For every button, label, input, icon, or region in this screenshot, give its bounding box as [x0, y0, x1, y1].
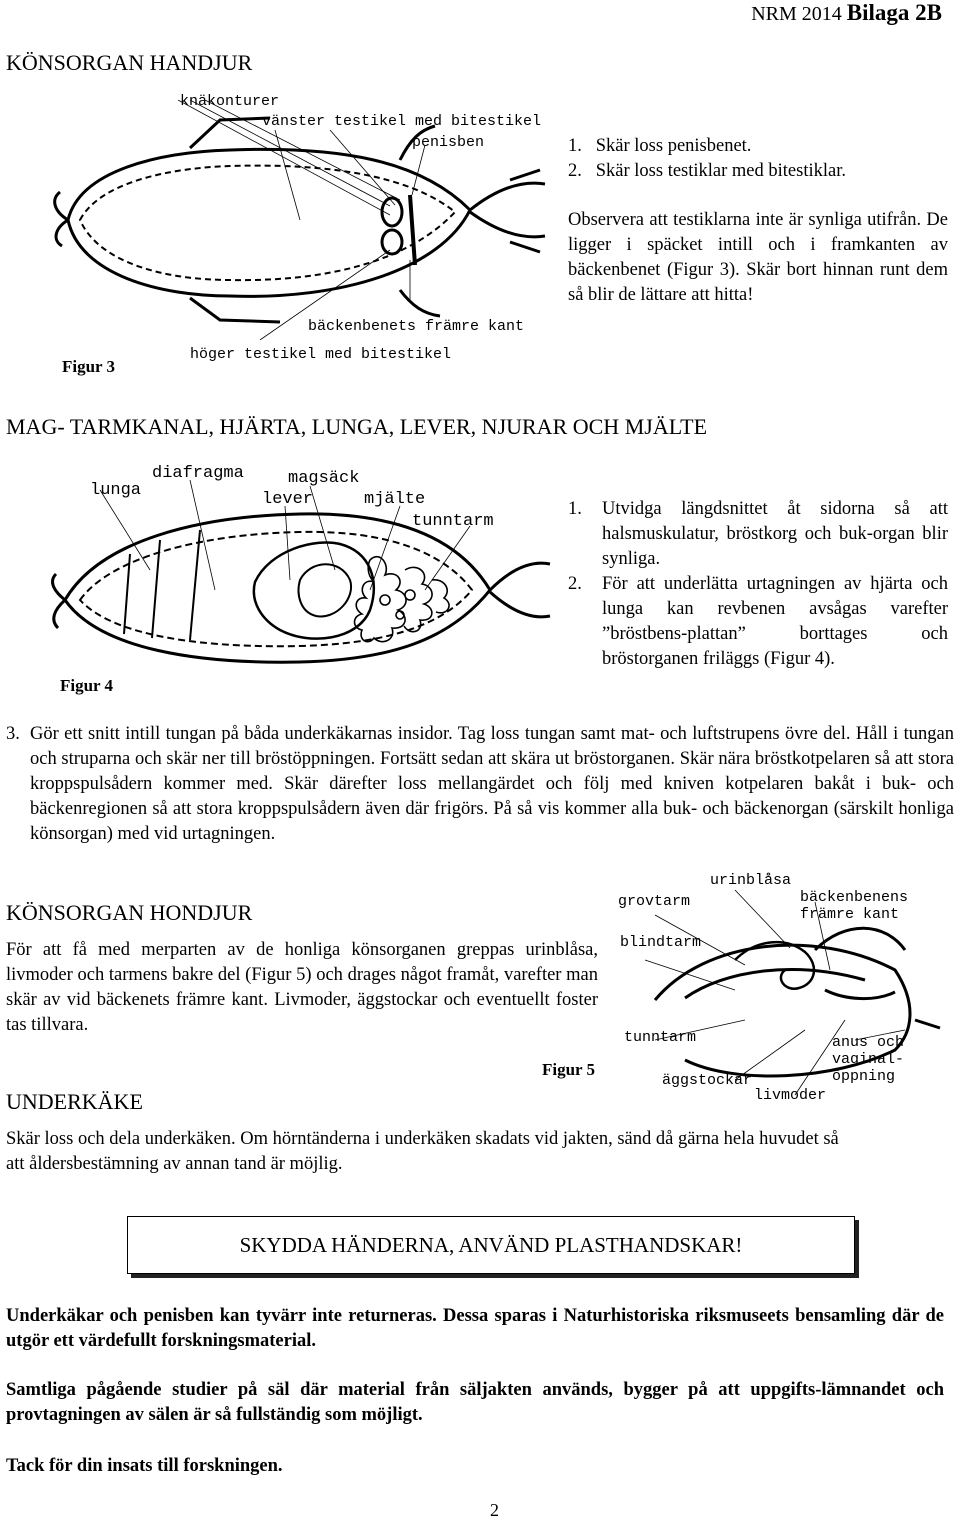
mag-step-2: 2. För att underlätta urtagningen av hjärta och lunga kan revbenen avsågas varefter ”bröstbens-plattan” borttages och bröstorganen friläggs (Figur 4).: [568, 574, 948, 669]
note-thanks: Tack för din insats till forskningen.: [6, 1456, 283, 1476]
label-vanster-testikel: vänster testikel med bitestikel: [262, 113, 542, 130]
header-left: NRM 2014: [751, 3, 847, 25]
page-number: 2: [490, 1500, 499, 1520]
label-mjalte: mjälte: [364, 490, 426, 509]
label-urinblasa: urinblåsa: [710, 872, 792, 889]
underkake-text: Skär loss och dela underkäken. Om hörntänderna i underkäken skadats vid jakten, sänd då gärna hela huvudet så att åldersbestämning av annan tand är möjlig.: [6, 1129, 839, 1174]
note-returns: Underkäkar och penisben kan tyvärr inte returneras. Dessa sparas i Naturhistoriska riksmuseets bensamling där de utgör ett värdefullt forskningsmaterial.: [6, 1306, 944, 1351]
label-blindtarm: blindtarm: [620, 934, 702, 951]
header-right: Bilaga 2B: [846, 0, 942, 25]
label-tunntarm-f5: tunntarm: [624, 1029, 697, 1046]
label-backenbenets-framre-kant: bäckenbenets främre kant: [308, 318, 525, 335]
figure-5-caption: Figur 5: [542, 1060, 596, 1079]
warning-text: SKYDDA HÄNDERNA, ANVÄND PLASTHANDSKAR!: [239, 1232, 743, 1257]
hondjur-text: För att få med merparten av de honliga könsorganen greppas urinblåsa, livmoder och tarmens bakre del (Figur 5) och drages något framåt, varefter man skär av vid bäckenets främre kant. Livmoder, äggstockar och eventuellt foster tas tillvara.: [6, 940, 598, 1035]
figure-3-drawing: [40, 100, 580, 340]
mag-step-3: [6, 722, 954, 847]
handjur-steps: [568, 134, 948, 184]
handjur-note: Observera att testiklarna inte är synliga utifrån. De ligger i späcket intill och i framkanten av bäckenbenet (Figur 3). Skär bort hinnan runt dem så blir de lättare att hitta!: [568, 210, 948, 305]
mag-step-3-num: 3.: [6, 724, 20, 744]
label-aggstockar: äggstockar: [662, 1072, 753, 1089]
page-header: [751, 0, 942, 26]
label-livmoder: livmoder: [754, 1087, 827, 1104]
label-magsack: magsäck: [288, 469, 360, 488]
label-framre-kant: främre kant: [800, 906, 900, 923]
label-grovtarm: grovtarm: [618, 893, 691, 910]
figure-4-caption: Figur 4: [60, 676, 114, 695]
figure-3-caption: Figur 3: [62, 357, 116, 376]
label-hoger-testikel: höger testikel med bitestikel: [190, 346, 452, 363]
label-backenbenens: bäckenbenens: [800, 889, 909, 906]
label-penisben: penisben: [412, 134, 485, 151]
section-title-hondjur: KÖNSORGAN HONDJUR: [6, 900, 253, 925]
label-oppning: öppning: [832, 1068, 896, 1085]
label-anus-och: anus och: [832, 1034, 905, 1051]
label-lever: lever: [262, 490, 314, 509]
label-knakonturer: knäkonturer: [180, 93, 280, 110]
mag-step-1: 1. Utvidga längdsnittet åt sidorna så att halsmuskulatur, bröstkorg och buk-organ blir synliga.: [568, 499, 948, 569]
step-1: 1. Skär loss penisbenet.: [568, 136, 752, 156]
section-title-handjur: KÖNSORGAN HANDJUR: [6, 50, 253, 75]
section-title-mag-tarmkanal: MAG- TARMKANAL, HJÄRTA, LUNGA, LEVER, NJURAR OCH MJÄLTE: [6, 414, 708, 439]
step-2: 2. Skär loss testiklar med bitestiklar.: [568, 161, 846, 181]
mag-step-3-text: Gör ett snitt intill tungan på båda underkäkarnas insidor. Tag loss tungan samt mat- och luftstrupens övre del. Håll i tungan och struparna och skär ner till bröstöppningen. Fortsätt sedan att skära ut bröstorganen. Skär nära bröstkotpelaren så att stora kroppspulsådern kommer med. Skär därefter loss mellangärdet och följ med kniven kotpelaren bakåt i buk- och bäckenregionen så att stora kroppspulsådern även där frigörs. På så vis kommer alla buk- och bäckenorgan (särskilt honliga könsorgan) med vid urtagningen.: [30, 724, 954, 844]
mag-steps: [568, 497, 948, 672]
label-vaginal: vaginal-: [832, 1051, 905, 1068]
label-diafragma: diafragma: [152, 464, 244, 483]
note-studies: Samtliga pågående studier på säl där material från säljakten används, bygger på att uppgifts-lämnandet och provtagningen av sälen är så fullständig som möjligt.: [6, 1380, 944, 1425]
label-lunga: lunga: [90, 481, 142, 500]
label-tunntarm: tunntarm: [412, 512, 494, 531]
section-title-underkake: UNDERKÄKE: [6, 1089, 143, 1114]
warning-box: [127, 1216, 855, 1274]
